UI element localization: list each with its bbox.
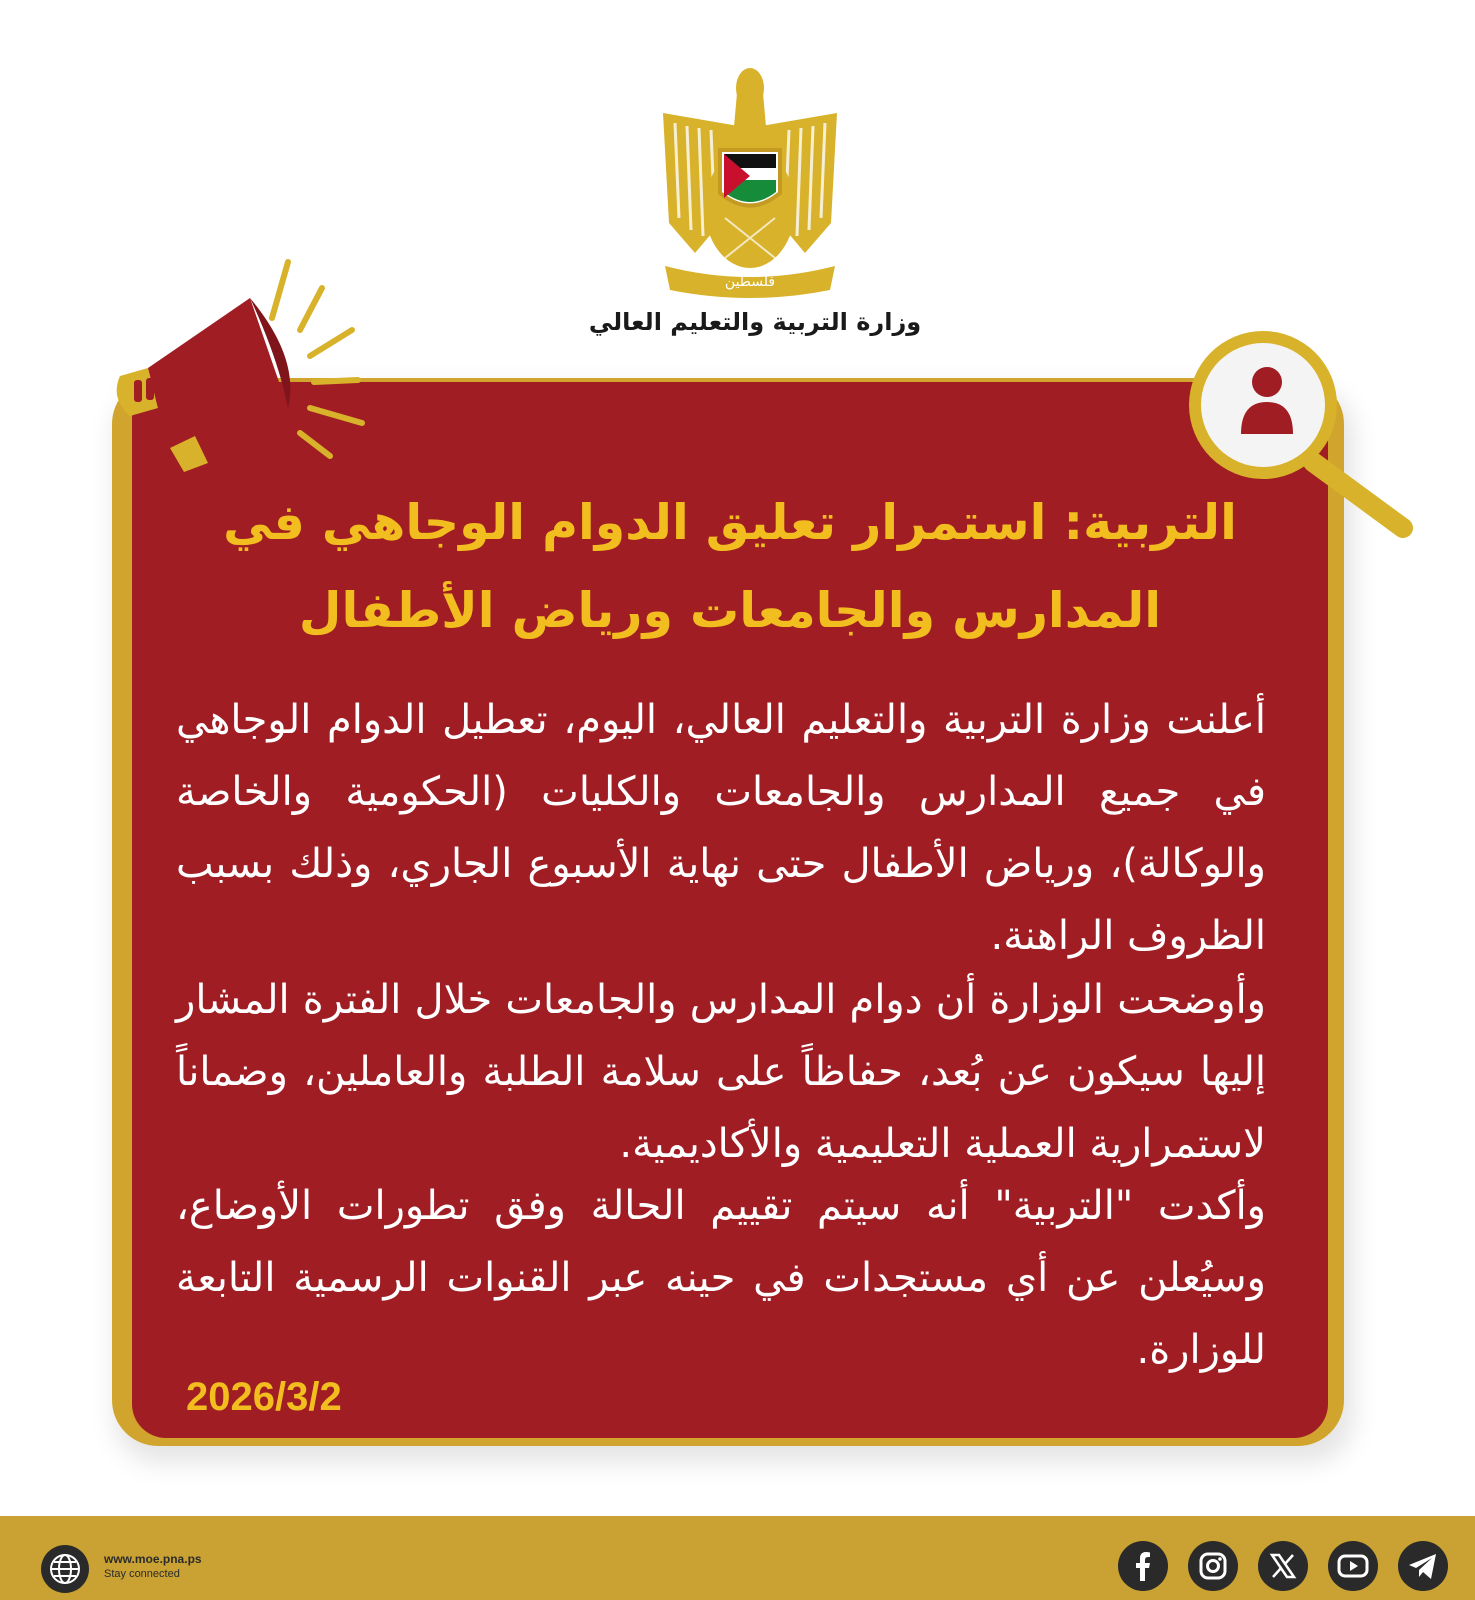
announcement-paragraph: وأوضحت الوزارة أن دوام المدارس والجامعات خلال الفترة المشار إليها سيكون عن بُعد، حفاظاً على سلامة الطلبة والعاملين، وضماناً لاستمرارية العملية التعليمية والأكاديمية. xyxy=(176,977,1266,1167)
youtube-icon[interactable] xyxy=(1328,1541,1378,1591)
facebook-icon[interactable] xyxy=(1118,1541,1168,1591)
svg-text:فلسطين: فلسطين xyxy=(724,274,776,290)
announcement-paragraph: أعلنت وزارة التربية والتعليم العالي، اليوم، تعطيل الدوام الوجاهي في جميع المدارس والجامعات والكليات (الحكومية والخاصة والوكالة)، ورياض الأطفال حتى نهاية الأسبوع الجاري، وذلك بسبب الظروف الراهنة. xyxy=(176,697,1266,959)
megaphone-icon xyxy=(100,258,390,473)
globe-icon[interactable] xyxy=(40,1544,90,1594)
telegram-icon[interactable] xyxy=(1398,1541,1448,1591)
footer-bar xyxy=(0,1516,1475,1600)
instagram-icon[interactable] xyxy=(1188,1541,1238,1591)
announcement-date: 2026/3/2 xyxy=(186,1375,342,1419)
announcement-paragraph: وأكدت "التربية" أنه سيتم تقييم الحالة وفق تطورات الأوضاع، وسيُعلن عن أي مستجدات في حينه عبر القنوات الرسمية التابعة للوزارة. xyxy=(176,1183,1266,1373)
announcement-title-line-2: المدارس والجامعات ورياض الأطفال xyxy=(298,582,1162,639)
x-icon[interactable] xyxy=(1258,1541,1308,1591)
ministry-name: وزارة التربية والتعليم العالي xyxy=(588,308,922,336)
website-link[interactable]: www.moe.pna.ps xyxy=(104,1552,202,1566)
announcement-title-line-1: التربية: استمرار تعليق الدوام الوجاهي في xyxy=(223,494,1237,551)
palestine-emblem-logo xyxy=(655,58,845,298)
website-tagline: Stay connected xyxy=(104,1568,180,1580)
